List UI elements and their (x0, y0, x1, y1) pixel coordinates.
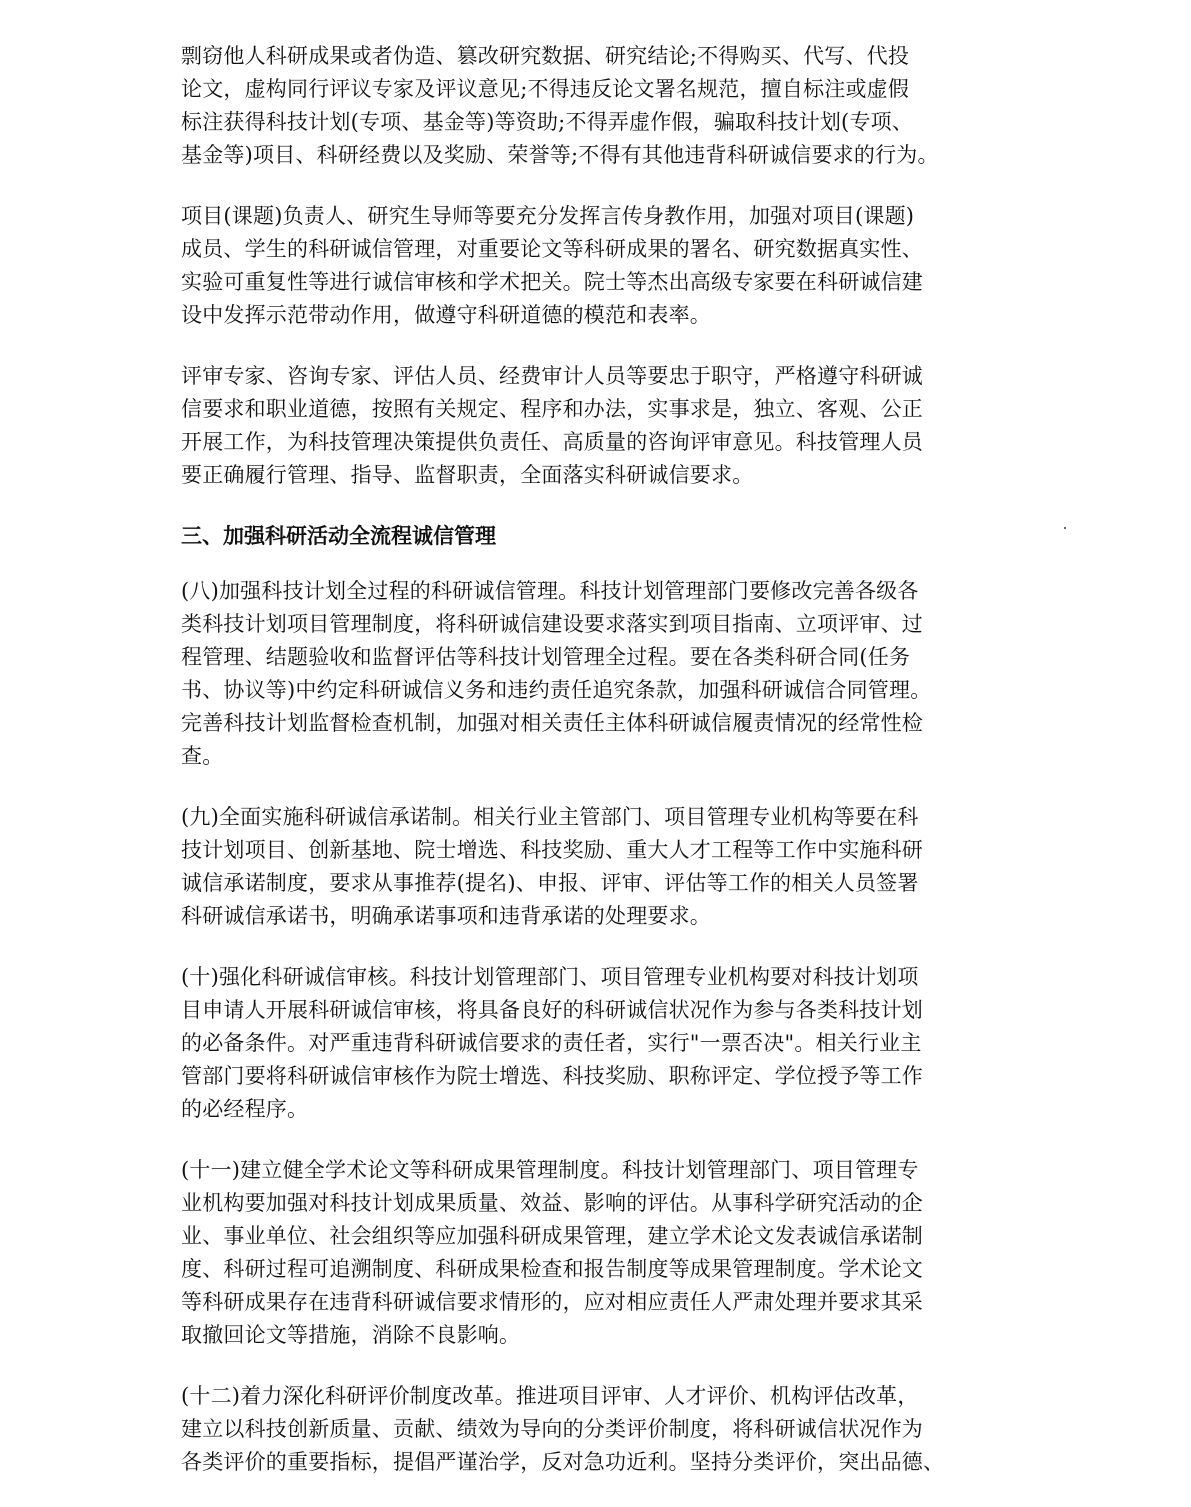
text-line: 的必备条件。对严重违背科研诚信要求的责任者，实行"一票否决"。相关行业主 (181, 1031, 922, 1055)
section-heading: 三、加强科研活动全流程诚信管理 (181, 524, 496, 548)
text-line: 论文，虚构同行评议专家及评议意见;不得违反论文署名规范，擅自标注或虚假 (181, 77, 910, 101)
text-line: 建立以科技创新质量、贡献、绩效为导向的分类评价制度，将科研诚信状况作为 (181, 1417, 923, 1441)
document-page (181, 40, 1013, 1507)
text-line: 管部门要将科研诚信审核作为院士增选、科技奖励、职称评定、学位授予等工作 (181, 1064, 923, 1088)
paragraph (181, 801, 1013, 933)
section-paragraphs (181, 575, 1013, 1479)
text-line: (十二)着力深化科研评价制度改革。推进项目评审、人才评价、机构评估改革， (181, 1384, 919, 1408)
text-line: 业机构要加强对科技计划成果质量、效益、影响的评估。从事科学研究活动的企 (181, 1191, 923, 1215)
text-line: 实验可重复性等进行诚信审核和学术把关。院士等杰出高级专家要在科研诚信建 (181, 270, 923, 294)
text-line: 诚信承诺制度，要求从事推荐(提名)、申报、评审、评估等工作的相关人员签署 (181, 871, 919, 895)
text-line: 类科技计划项目管理制度，将科研诚信建设要求落实到项目指南、立项评审、过 (181, 612, 923, 636)
text-line: (十)强化科研诚信审核。科技计划管理部门、项目管理专业机构要对科技计划项 (181, 965, 919, 989)
paragraph (181, 360, 1013, 492)
text-line: 书、协议等)中约定科研诚信义务和违约责任追究条款，加强科研诚信合同管理。 (181, 678, 932, 702)
text-line: 科研诚信承诺书，明确承诺事项和违背承诺的处理要求。 (181, 904, 711, 928)
text-line: 等科研成果存在违背科研诚信要求情形的，应对相应责任人严肃处理并要求其采 (181, 1290, 923, 1314)
text-line: 信要求和职业道德，按照有关规定、程序和办法，实事求是，独立、客观、公正 (181, 397, 923, 421)
text-line: 取撤回论文等措施，消除不良影响。 (181, 1323, 521, 1347)
text-line: (八)加强科技计划全过程的科研诚信管理。科技计划管理部门要修改完善各级各 (181, 579, 919, 603)
text-line: 评审专家、咨询专家、评估人员、经费审计人员等要忠于职守，严格遵守科研诚 (181, 364, 923, 388)
text-line: 目申请人开展科研诚信审核，将具备良好的科研诚信状况作为参与各类科技计划 (181, 998, 923, 1022)
paragraph (181, 1154, 1013, 1352)
paragraph (181, 575, 1013, 773)
text-line: (九)全面实施科研诚信承诺制。相关行业主管部门、项目管理专业机构等要在科 (181, 805, 919, 829)
text-line: 项目(课题)负责人、研究生导师等要充分发挥言传身教作用，加强对项目(课题) (181, 204, 915, 228)
paragraph (181, 200, 1013, 332)
text-line: 剽窃他人科研成果或者伪造、篡改研究数据、研究结论;不得购买、代写、代投 (181, 44, 910, 68)
text-line: 业、事业单位、社会组织等应加强科研成果管理，建立学术论文发表诚信承诺制 (181, 1224, 923, 1248)
text-line: 设中发挥示范带动作用，做遵守科研道德的模范和表率。 (181, 303, 711, 327)
text-line: 基金等)项目、科研经费以及奖励、荣誉等;不得有其他违背科研诚信要求的行为。 (181, 143, 939, 167)
paragraph (181, 961, 1013, 1126)
text-line: 完善科技计划监督检查机制，加强对相关责任主体科研诚信履责情况的经常性检 (181, 711, 923, 735)
text-line: 开展工作，为科技管理决策提供负责任、高质量的咨询评审意见。科技管理人员 (181, 430, 923, 454)
paragraph (181, 1380, 1013, 1479)
text-line: (十一)建立健全学术论文等科研成果管理制度。科技计划管理部门、项目管理专 (181, 1158, 919, 1182)
text-line: 要正确履行管理、指导、监督职责，全面落实科研诚信要求。 (181, 463, 754, 487)
text-line: 查。 (181, 744, 224, 768)
scan-speck (1064, 527, 1066, 529)
intro-paragraphs (181, 40, 1013, 492)
text-line: 成员、学生的科研诚信管理，对重要论文等科研成果的署名、研究数据真实性、 (181, 237, 923, 261)
text-line: 标注获得科技计划(专项、基金等)等资助;不得弄虚作假，骗取科技计划(专项、 (181, 110, 914, 134)
paragraph (181, 40, 1013, 172)
text-line: 度、科研过程可追溯制度、科研成果检查和报告制度等成果管理制度。学术论文 (181, 1257, 923, 1281)
text-line: 技计划项目、创新基地、院士增选、科技奖励、重大人才工程等工作中实施科研 (181, 838, 923, 862)
text-line: 各类评价的重要指标，提倡严谨治学，反对急功近利。坚持分类评价，突出品德、 (181, 1450, 945, 1474)
text-line: 的必经程序。 (181, 1097, 309, 1121)
text-line: 程管理、结题验收和监督评估等科技计划管理全过程。要在各类科研合同(任务 (181, 645, 911, 669)
